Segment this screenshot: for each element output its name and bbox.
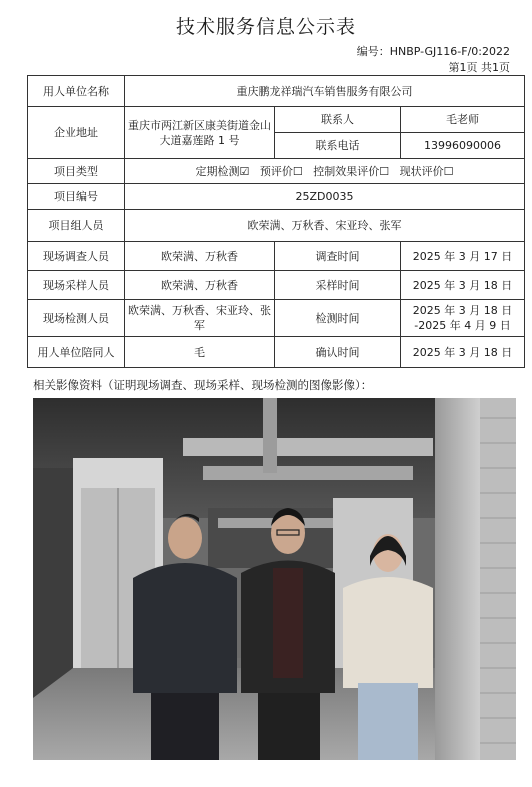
table-row	[28, 271, 525, 300]
project-type-label: 项目类型	[28, 159, 125, 184]
survey-time-label: 调查时间	[275, 242, 401, 271]
unit-value: 重庆鹏龙祥瑞汽车销售服务有限公司	[125, 76, 525, 107]
test-time-value: 2025 年 3 月 18 日 -2025 年 4 月 9 日	[401, 300, 525, 337]
sampling-time-value: 2025 年 3 月 18 日	[401, 271, 525, 300]
phone-label: 联系电话	[275, 133, 401, 159]
duct-pipe	[263, 398, 277, 473]
project-no-value: 25ZD0035	[125, 184, 525, 210]
confirm-time-value: 2025 年 3 月 18 日	[401, 337, 525, 368]
table-row	[28, 107, 525, 133]
page-info: 第1页 共1页	[448, 61, 510, 74]
rolling-shutter	[480, 398, 516, 760]
test-staff-value: 欧荣满、万秋香、宋亚玲、张军	[125, 300, 275, 337]
table-row	[28, 337, 525, 368]
table-row	[28, 242, 525, 271]
table-row	[28, 300, 525, 337]
photo-caption: 相关影像资料（证明现场调查、现场采样、现场检测的图像影像）：	[33, 378, 373, 392]
contact-label: 联系人	[275, 107, 401, 133]
site-photo	[33, 398, 516, 760]
unit-label: 用人单位名称	[28, 76, 125, 107]
test-staff-label: 现场检测人员	[28, 300, 125, 337]
members-label: 项目组人员	[28, 210, 125, 242]
confirm-time-label: 确认时间	[275, 337, 401, 368]
document-title: 技术服务信息公示表	[175, 16, 356, 38]
table-row	[28, 210, 525, 242]
table-row	[28, 159, 525, 184]
survey-time-value: 2025 年 3 月 17 日	[401, 242, 525, 271]
escort-value: 毛	[125, 337, 275, 368]
document-code: 编号：HNBP-GJ116-F/0:2022	[356, 45, 510, 58]
table-row	[28, 184, 525, 210]
project-no-label: 项目编号	[28, 184, 125, 210]
project-type-options: 定期检测☑ 预评价☐ 控制效果评价☐ 现状评价☐	[125, 159, 525, 184]
sampling-staff-label: 现场采样人员	[28, 271, 125, 300]
members-value: 欧荣满、万秋香、宋亚玲、张军	[125, 210, 525, 242]
site-photo-illustration	[33, 398, 516, 760]
address-value: 重庆市两江新区康美街道金山大道嘉莲路 1 号	[125, 107, 275, 159]
survey-staff-value: 欧荣满、万秋香	[125, 242, 275, 271]
pillar	[435, 398, 480, 760]
info-table	[27, 75, 525, 368]
phone-value: 13996090006	[401, 133, 525, 159]
air-duct	[203, 466, 413, 480]
air-duct	[183, 438, 433, 456]
contact-value: 毛老师	[401, 107, 525, 133]
sampling-time-label: 采样时间	[275, 271, 401, 300]
sampling-staff-value: 欧荣满、万秋香	[125, 271, 275, 300]
survey-staff-label: 现场调查人员	[28, 242, 125, 271]
address-label: 企业地址	[28, 107, 125, 159]
escort-label: 用人单位陪同人	[28, 337, 125, 368]
test-time-label: 检测时间	[275, 300, 401, 337]
table-row	[28, 76, 525, 107]
